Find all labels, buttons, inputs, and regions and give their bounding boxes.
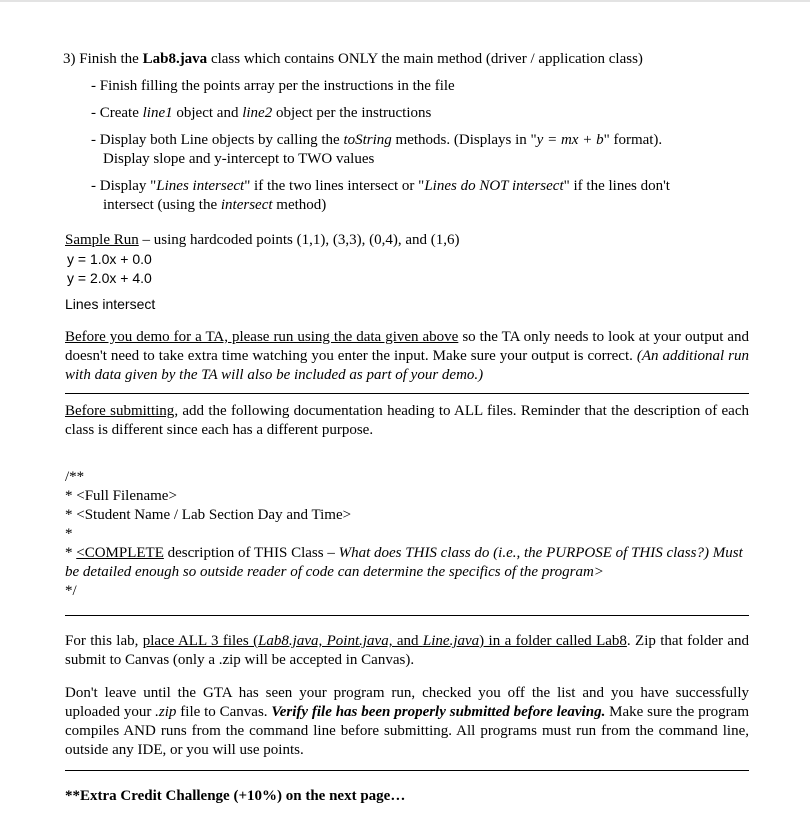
sample-output [65,250,749,288]
list-item: - Display "Lines intersect" if the two lines intersect or "Lines do NOT intersect" if the lines don't intersect (using the intersect method) [91,178,670,213]
output-line: y = 2.0x + 4.0 [67,270,152,286]
extra-credit-note: **Extra Credit Challenge (+10%) on the next page… [65,788,406,804]
section-divider [65,615,749,616]
task-heading: 3) Finish the Lab8.java class which contains ONLY the main method (driver / application class) [63,51,643,67]
documentation-heading-block: /** * <Full Filename> * <Student Name / Lab Section Day and Time> * * <COMPLETE description of THIS Class – What does THIS class do (i.e., the PURPOSE of THIS class?) Must be detailed enough so outside reader of code can determine the specifics of the program> */ [65,469,743,599]
section-divider [65,393,749,394]
class-name: Lab8.java [142,51,208,67]
list-item: - Finish filling the points array per the instructions in the file [91,78,455,94]
instruction-list [65,77,749,215]
section-divider [65,770,749,771]
sample-run-label: Sample Run [65,232,139,248]
demo-note: (An additional run with data given by the TA will also be included as part of your demo.) [65,348,750,383]
sample-result: Lines intersect [65,296,156,312]
submit-paragraph: Before submitting, add the following documentation heading to ALL files. Reminder that the description of each class is different since each has a different purpose. [65,403,749,438]
top-border [0,0,810,2]
sample-run: Sample Run – using hardcoded points (1,1), (3,3), (0,4), and (1,6) y = 1.0x + 0.0 y = 2.0x + 4.0 Lines intersect [65,231,749,314]
document-page [65,50,749,806]
list-item: - Display both Line objects by calling the toString methods. (Displays in "y = mx + b" format). Display slope and y-intercept to TWO values [91,132,663,167]
final-paragraph: Don't leave until the GTA has seen your program run, checked you off the list and you have successfully uploaded your .zip file to Canvas. Verify file has been properly submitted before leaving. Make sure the program compiles AND runs from the command line before submitting. All programs must run from the command line, outside any IDE, or you will use points. [65,685,749,758]
output-line: y = 1.0x + 0.0 [67,251,152,267]
demo-paragraph: Before you demo for a TA, please run using the data given above so the TA only needs to look at your output and doesn't need to take extra time watching you enter the input. Make sure your output is correct. (An additional run with data given by the TA will also be included as part of your demo.) [65,329,750,383]
list-item: - Create line1 object and line2 object per the instructions [91,105,432,121]
files-paragraph: For this lab, place ALL 3 files (Lab8.java, Point.java, and Line.java) in a folder called Lab8. Zip that folder and submit to Canvas (only a .zip will be accepted in Canvas). [65,633,750,668]
